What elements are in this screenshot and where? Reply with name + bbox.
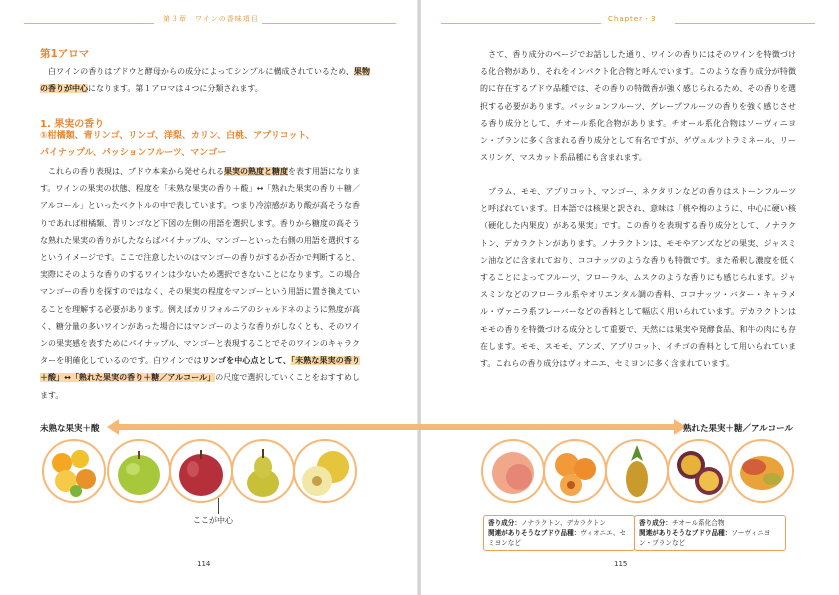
arrow-left-label: 未熟な果実＋酸 <box>40 424 100 434</box>
arrow-shaft <box>117 424 676 430</box>
passion-fruit-image <box>667 439 731 503</box>
running-head-right: Chapter・3 <box>608 15 657 23</box>
pineapple-image <box>605 439 669 503</box>
intro-paragraph: 白ワインの香りはブドウと酵母からの成分によってシンプルに構成されているため、果物の香りが中心になります。第１アロマは４つに分類されます。 <box>40 67 370 94</box>
pear-image <box>231 439 295 503</box>
center-pointer-line <box>218 498 219 514</box>
running-head-left: 第３章 ワインの香味項目 <box>163 15 259 23</box>
body-paragraph: これらの香り表現は、ブドウ本来から発せられる果実の熟度と糖度を表す用語になります。ワインの果実の状態、程度を「未熟な果実の香り＋酸」↔「熟れた果実の香り＋糖／アルコール」といったベクトルの中で表しています。つまり冷涼感があり酸が高そうな香りであれば柑橘類、青リンゴなど下図の左側の用語を選択します。香りから糖度の高そうな熟れた果実の香りがしたならばパイナップル、マンゴーといった右側の用語を選択するというイメージです。ここで注意したいのはマンゴーの香りがするか否かで判断すると、実際にそのような香りのするワインは少ないため選択できないことになります。この場合マンゴーの香りを探すのではなく、その果実の程度をマンゴーという用語に置き換えていることを理解する必要があります。例えばカリフォルニアのシャルドネのように熟度が高く、糖分量の多いワインがあった場合にはマンゴーのような香りがしなくとも、そのワインの果実感を表すためにパイナップル、マンゴーと表現することでそのワインのキャラクターを明確化しているのです。白ワインではリンゴを中心点として、「未熟な果実の香り＋酸」↔「熟れた果実の香り＋糖／アルコール」の尺度で選択していくことをおすすめします。 <box>40 167 361 400</box>
arrow-right-label: 熟れた果実＋糖／アルコール <box>683 424 793 434</box>
page-number: 115 <box>614 560 628 568</box>
body-paragraph-1: さて、香り成分のページでお話しした通り、ワインの香りにはそのワインを特徴づける化合物があり、それをインパクト化合物と呼んでいます。このような香り成分が特徴的に存在するブドウ品種では、その香りの特徴香が強く感じられるため、その香りを選択する必要があります。パッションフルーツ、グレープフルーツの香りを強く感じさせる香り成分として、チオール系化合物があります。チオール系化合物はソーヴィニヨン・ブランに多く含まれる香り成分として有名ですが、ゲヴュルツトラミネール、リースリング、マスカット系品種にも含まれます。 <box>480 50 796 163</box>
body-paragraph-2: プラム、モモ、アプリコット、マンゴー、ネクタリンなどの香りはストーンフルーツと呼ばれています。日本語では核果と訳され、意味は「桃や梅のように、中心に硬い核（硬化した内果皮）がある果実」です。この香りを表現する香り成分として、ノナラクトン、デカラクトンがあります。ノナラクトンは、モモやアンズなどの果実、ジャスミン油などに含まれており、ココナッツのような香りも特徴です。また希釈し濃度を低くすることによってフルーツ、フローラル、ムスクのような香りにも感じられます。ジャスミンなどのフローラル系やオリエンタル調の香料、ココナッツ・バター・キャラメル・ヴァニラ系フレーバーなどの香料として幅広く用いられています。デカラクトンはモモの香りを特徴づける成分として重要で、天然には果実や発酵食品、和牛の肉にも存在します。モモ、スモモ、アンズ、アプリコット、イチゴの香料として用いられています。これらの香り成分はヴィオニエ、セミヨンに多く含まれています。 <box>480 187 796 369</box>
citrus-fruits-image <box>42 439 106 503</box>
mango-image <box>730 439 794 503</box>
right-page <box>421 0 839 595</box>
white-peach-image <box>481 439 545 503</box>
green-apple-image <box>107 439 171 503</box>
sub-heading: 1. 果実の香り <box>40 119 105 130</box>
red-apple-image <box>169 439 233 503</box>
info-box-stone-fruit: 香り成分：ノナラクトン、デカラクトン 関連がありそうなブドウ品種：ヴィオニエ、セミヨンなど <box>483 515 635 551</box>
info-box-thiol: 香り成分：チオール系化合物 関連がありそうなブドウ品種：ソーヴィニヨン・ブランなど <box>634 515 786 551</box>
apricot-image <box>543 439 607 503</box>
divider <box>441 23 601 24</box>
center-label: ここが中心 <box>193 516 233 525</box>
section-title: 第1アロマ <box>40 48 90 60</box>
divider <box>675 23 815 24</box>
left-page <box>0 0 418 595</box>
divider <box>262 23 396 24</box>
page-number: 114 <box>197 560 211 568</box>
divider <box>24 23 154 24</box>
quince-image <box>293 439 357 503</box>
fruit-list: ①柑橘類、青リンゴ、リンゴ、洋梨、カリン、白桃、アプリコット、 パイナップル、パッションフルーツ、マンゴー <box>40 131 315 158</box>
